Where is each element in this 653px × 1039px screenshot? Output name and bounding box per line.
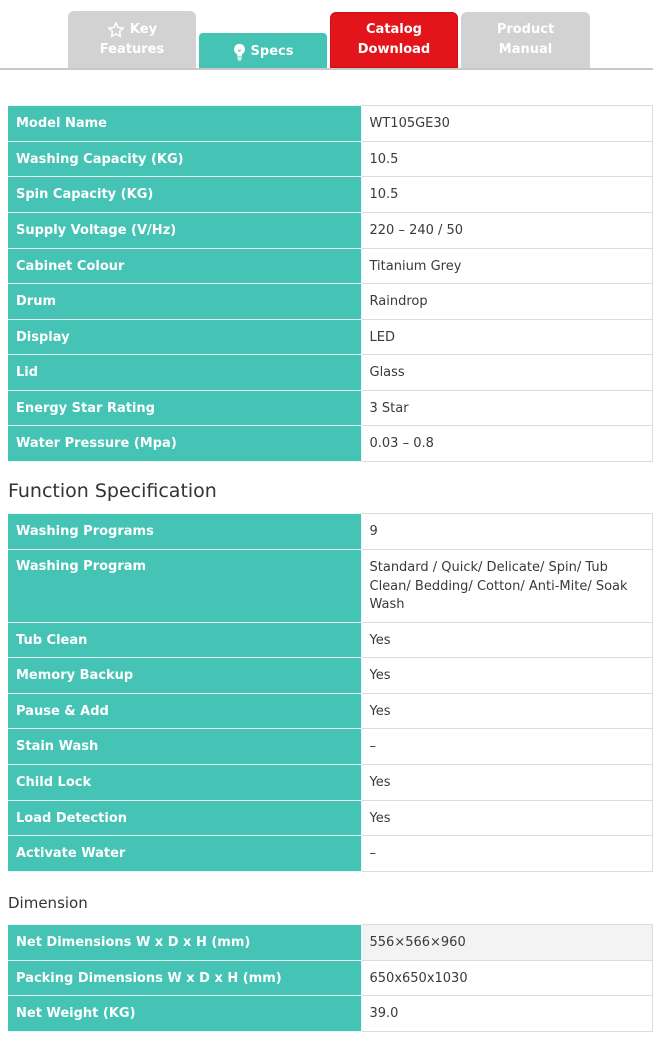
spec-label: Child Lock bbox=[8, 765, 361, 801]
table-row bbox=[8, 925, 653, 961]
tab-key-features-line2: Features bbox=[99, 41, 165, 57]
spec-value: WT105GE30 bbox=[361, 106, 653, 142]
spec-label: Cabinet Colour bbox=[8, 249, 361, 284]
spec-label: Pause & Add bbox=[8, 694, 361, 729]
spec-value: 9 bbox=[361, 514, 653, 550]
spec-label: Lid bbox=[8, 355, 361, 391]
table-row bbox=[8, 836, 653, 872]
spec-value: 39.0 bbox=[361, 996, 653, 1032]
spec-value: Yes bbox=[361, 801, 653, 836]
spec-label: Net Weight (KG) bbox=[8, 996, 361, 1032]
table-row bbox=[8, 694, 653, 729]
table-row bbox=[8, 996, 653, 1032]
spec-value: Titanium Grey bbox=[361, 249, 653, 284]
table-row bbox=[8, 765, 653, 801]
spec-label: Spin Capacity (KG) bbox=[8, 177, 361, 213]
spec-label: Activate Water bbox=[8, 836, 361, 872]
tab-product-manual[interactable] bbox=[461, 12, 590, 68]
table-row bbox=[8, 550, 653, 623]
spec-value: 10.5 bbox=[361, 142, 653, 177]
spec-label: Memory Backup bbox=[8, 658, 361, 694]
tab-bar bbox=[0, 0, 653, 70]
tab-catalog-line2: Download bbox=[357, 42, 431, 57]
tab-divider bbox=[0, 68, 653, 70]
tab-key-features-line1: Key bbox=[129, 21, 158, 37]
table-row bbox=[8, 284, 653, 320]
table-row bbox=[8, 320, 653, 355]
spec-label: Water Pressure (Mpa) bbox=[8, 426, 361, 462]
spec-value: LED bbox=[361, 320, 653, 355]
spec-label: Energy Star Rating bbox=[8, 391, 361, 426]
table-row bbox=[8, 106, 653, 142]
function-specs-table bbox=[8, 513, 653, 872]
dimension-specs-table bbox=[8, 924, 653, 1032]
spec-value: Glass bbox=[361, 355, 653, 391]
tab-key-features[interactable] bbox=[68, 11, 196, 68]
tab-manual-line2: Manual bbox=[498, 42, 553, 57]
table-row bbox=[8, 177, 653, 213]
table-row bbox=[8, 249, 653, 284]
spec-label: Drum bbox=[8, 284, 361, 320]
spec-value: 650x650x1030 bbox=[361, 961, 653, 996]
spec-value: Yes bbox=[361, 765, 653, 801]
table-row bbox=[8, 801, 653, 836]
star-outline-icon bbox=[107, 21, 125, 39]
spec-value: 10.5 bbox=[361, 177, 653, 213]
spec-value: – bbox=[361, 836, 653, 872]
tab-manual-line1: Product bbox=[496, 22, 555, 37]
spec-value: – bbox=[361, 729, 653, 765]
table-row bbox=[8, 729, 653, 765]
spec-label: Supply Voltage (V/Hz) bbox=[8, 213, 361, 249]
tab-catalog-download[interactable] bbox=[330, 12, 458, 68]
spec-value: 220 – 240 / 50 bbox=[361, 213, 653, 249]
table-row bbox=[8, 426, 653, 462]
spec-label: Tub Clean bbox=[8, 623, 361, 658]
table-row bbox=[8, 658, 653, 694]
spec-value: Raindrop bbox=[361, 284, 653, 320]
spec-label: Washing Capacity (KG) bbox=[8, 142, 361, 177]
spec-value: Yes bbox=[361, 694, 653, 729]
table-row bbox=[8, 391, 653, 426]
tab-catalog-line1: Catalog bbox=[366, 22, 422, 37]
tab-specs-label: Specs bbox=[250, 43, 294, 59]
spec-label: Stain Wash bbox=[8, 729, 361, 765]
lightbulb-icon bbox=[233, 43, 246, 61]
spec-label: Washing Program bbox=[8, 550, 361, 623]
spec-value: 0.03 – 0.8 bbox=[361, 426, 653, 462]
spec-value: Yes bbox=[361, 623, 653, 658]
spec-value: 556×566×960 bbox=[361, 925, 653, 961]
spec-label: Display bbox=[8, 320, 361, 355]
dimension-heading: Dimension bbox=[8, 894, 88, 912]
table-row bbox=[8, 961, 653, 996]
table-row bbox=[8, 213, 653, 249]
spec-label: Packing Dimensions W x D x H (mm) bbox=[8, 961, 361, 996]
table-row bbox=[8, 623, 653, 658]
spec-label: Load Detection bbox=[8, 801, 361, 836]
spec-value: Yes bbox=[361, 658, 653, 694]
table-row bbox=[8, 514, 653, 550]
spec-label: Washing Programs bbox=[8, 514, 361, 550]
spec-label: Model Name bbox=[8, 106, 361, 142]
function-specification-heading: Function Specification bbox=[8, 480, 217, 502]
spec-value: 3 Star bbox=[361, 391, 653, 426]
tab-specs[interactable] bbox=[199, 33, 327, 70]
spec-label: Net Dimensions W x D x H (mm) bbox=[8, 925, 361, 961]
table-row bbox=[8, 355, 653, 391]
spec-value: Standard / Quick/ Delicate/ Spin/ Tub Clean/ Bedding/ Cotton/ Anti-Mite/ Soak Wash bbox=[361, 550, 653, 623]
table-row bbox=[8, 142, 653, 177]
general-specs-table bbox=[8, 105, 653, 462]
